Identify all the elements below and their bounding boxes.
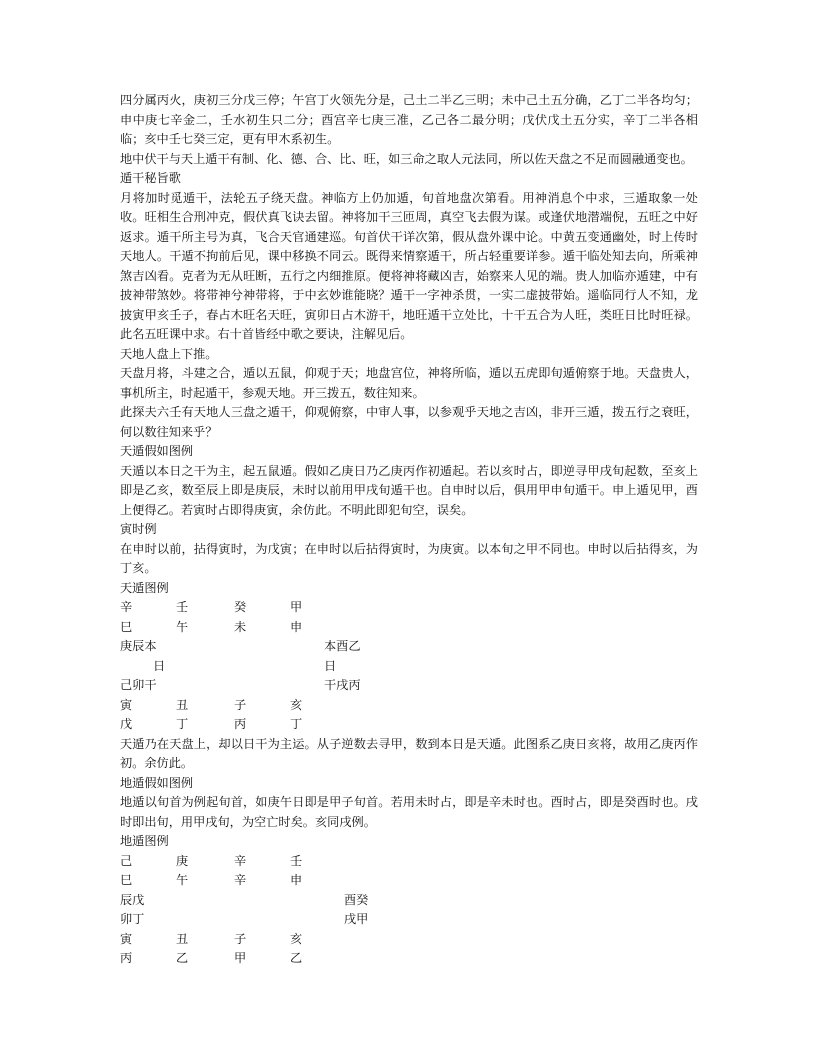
diagram-row (120, 657, 698, 677)
paragraph-heaven-dun-example: 天遁以本日之干为主，起五鼠遁。假如乙庚日乃乙庚丙作初遁起。若以亥时占，即逆寻甲戌旬起数，至亥上即是乙亥，数至辰上即是庚辰，未时以前用甲戌旬遁干也。自申时以后，俱用甲申旬遁干。申上遁见甲，酉上便得乙。若寅时占即得庚寅，余仿此。不明此即犯旬空，误矣。 (120, 463, 698, 517)
paragraph-heaven-dun-note: 天遁乃在天盘上，却以日干为主运。从子逆数去寻甲，数到本日是天遁。此图系乙庚日亥将，故用乙庚丙作初。余仿此。 (120, 736, 698, 770)
diagram-cell: 巳 (120, 873, 133, 887)
diagram-cell: 甲 (234, 951, 247, 965)
paragraph-three-plates-comment: 此探夫六壬有天地人三盘之遁干，仰观俯察，中审人事，以参观乎天地之吉凶，非开三遁，拨五行之衰旺，何以数往知来乎？ (120, 405, 698, 439)
diagram-cell: 戌甲 (344, 912, 369, 926)
diagram-row (120, 696, 698, 716)
diagram-row (120, 715, 698, 735)
paragraph-three-plates: 天盘月将，斗建之合，遁以五鼠，仰观于天；地盘宫位，神将所临，遁以五虎即旬遁俯察于地。天盘贵人，事机所主，时起遁干，参观天地。开三拨五，数往知来。 (120, 366, 698, 400)
diagram-cell: 乙 (290, 951, 303, 965)
document-page (120, 91, 698, 969)
diagram-cell: 午 (176, 619, 189, 634)
diagram-cell: 辰戊 (120, 892, 145, 907)
paragraph-yin-hour-example: 在申时以前，拈得寅时，为戊寅；在申时以后拈得寅时，为庚寅。以本旬之甲不同也。申时以后拈得亥，为丁亥。 (120, 541, 698, 575)
diagram-row (120, 871, 698, 891)
diagram-cell: 日 (153, 658, 166, 673)
diagram-cell: 干戌丙 (324, 678, 361, 692)
diagram-cell: 己卯干 (120, 678, 157, 692)
diagram-cell: 子 (234, 931, 247, 946)
diagram-row (120, 618, 698, 638)
diagram-row (120, 852, 698, 872)
heading-heaven-dun-diagram: 天遁图例 (120, 580, 169, 595)
diagram-cell: 辛 (234, 853, 247, 868)
earth-dun-diagram (120, 852, 698, 969)
diagram-cell: 申 (290, 619, 303, 634)
diagram-row (120, 891, 698, 911)
diagram-cell: 午 (176, 873, 189, 887)
diagram-cell: 巳 (120, 619, 133, 634)
heading-dungan-song: 遁干秘旨歌 (120, 171, 181, 185)
diagram-row (120, 637, 698, 657)
diagram-cell: 甲 (290, 600, 303, 614)
diagram-row (120, 910, 698, 930)
diagram-cell: 壬 (176, 600, 189, 614)
diagram-cell: 本酉乙 (324, 639, 361, 653)
diagram-row (120, 930, 698, 950)
diagram-cell: 己 (120, 853, 133, 868)
diagram-cell: 子 (234, 697, 247, 712)
heading-earth-dun-example: 地遁假如图例 (120, 775, 194, 790)
diagram-cell: 庚辰本 (120, 639, 157, 653)
diagram-cell: 戊 (120, 717, 133, 731)
diagram-cell: 丑 (176, 697, 189, 712)
diagram-row (120, 598, 698, 618)
paragraph-earthly-branches: 四分属丙火，庚初三分戊三停；午宫丁火领先分是，己土二半乙三明；未中己土五分确，乙丁二半各均匀；申中庚七辛金二，壬水初生只二分；酉宫辛七庚三准，乙己各二最分明；戊伏戊土五分实，辛丁二半各相临；亥中壬七癸三定，更有甲木系初生。 (120, 93, 698, 146)
diagram-cell: 亥 (290, 697, 303, 712)
heading-earth-dun-diagram: 地遁图例 (120, 834, 169, 848)
diagram-cell: 卯丁 (120, 912, 145, 926)
diagram-row (120, 949, 698, 969)
diagram-cell: 酉癸 (344, 892, 369, 907)
heading-heaven-dun-example: 天遁假如图例 (120, 444, 194, 458)
diagram-cell: 癸 (234, 600, 247, 614)
diagram-cell: 辛 (234, 873, 247, 887)
diagram-cell: 未 (234, 619, 247, 634)
paragraph-earth-dun-example: 地遁以旬首为例起旬首，如庚午日即是甲子旬首。若用未时占，即是辛未时也。酉时占，即是癸酉时也。戌时即出旬，用甲戌旬，为空亡时矣。亥同戌例。 (120, 795, 698, 829)
diagram-cell: 申 (290, 873, 303, 887)
diagram-cell: 丁 (290, 717, 303, 731)
paragraph-hidden-stems: 地中伏干与天上遁干有制、化、德、合、比、旺，如三命之取人元法同，所以佐天盘之不足而圆融通变也。 (120, 151, 693, 166)
diagram-cell: 寅 (120, 931, 133, 946)
diagram-cell: 亥 (290, 931, 303, 946)
heaven-dun-diagram (120, 598, 698, 735)
diagram-cell: 丑 (176, 931, 189, 946)
diagram-cell: 丙 (120, 951, 133, 965)
diagram-cell: 日 (324, 658, 337, 673)
heading-three-plates: 天地人盘上下推。 (120, 346, 218, 361)
heading-yin-hour-example: 寅时例 (120, 522, 157, 536)
diagram-row (120, 676, 698, 696)
diagram-cell: 庚 (176, 853, 189, 868)
diagram-cell: 丁 (176, 717, 189, 731)
diagram-cell: 寅 (120, 697, 133, 712)
diagram-cell: 乙 (176, 951, 189, 965)
diagram-cell: 辛 (120, 600, 133, 614)
paragraph-dungan-song: 月将加时觅遁干，法轮五子绕天盘。神临方上仍加遁，旬首地盘次第看。用神消息个中求，三遁取象一处收。旺相生合刑冲克，假伏真飞诀去留。神将加干三匝周，真空飞去假为谋。或逢伏地潜端倪，五旺之中好返求。遁干所主号为真，飞合天官通建巡。旬首伏干详次第，假从盘外课中论。中黄五变通幽处，时上传时天地人。干遁不拘前后见，课中移换不同云。既得来情察遁干，所占轻重要详参。遁干临处知去向，所乘神煞吉凶看。克者为无从旺断，五行之内细推原。便将神将藏凶吉，始察来人见的端。贵人加临亦遁建，中有披神带煞妙。将带神兮神带将，于中玄妙谁能晓？遁干一字神杀贯，一实二虚披带始。遥临同行人不知，龙披寅甲亥壬子，春占木旺名天旺，寅卯日占木游干，地旺遁干立处比，十干五合为人旺，类旺日比时旺禄。此名五旺课中求。右十首皆经中歌之要诀，注解见后。 (120, 190, 698, 341)
diagram-cell: 丙 (234, 717, 247, 731)
diagram-cell: 壬 (290, 853, 303, 868)
